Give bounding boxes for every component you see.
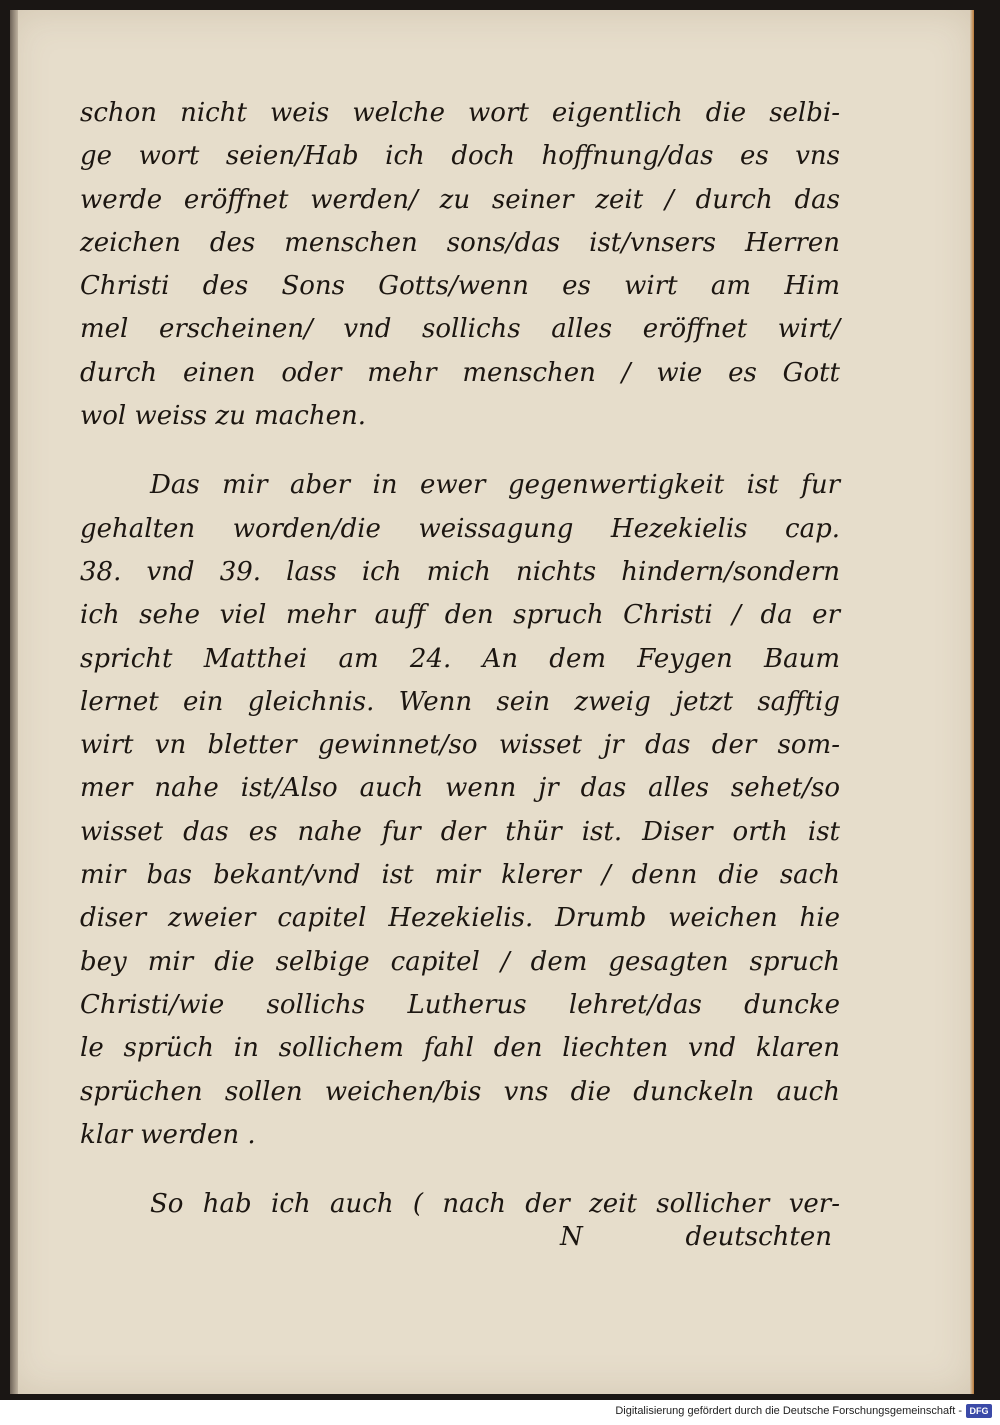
page-text [80, 92, 840, 1226]
text-line: spricht Matthei am 24. An dem Feygen Baum [80, 643, 840, 674]
text-line: mir bas bekant/vnd ist mir klerer / denn die sach [80, 860, 840, 891]
text-line: So hab ich auch ( nach der zeit sollicher ver- [150, 1189, 840, 1220]
signature-mark: N [560, 1222, 583, 1252]
text-line: zeichen des menschen sons/das ist/vnsers Herren [80, 227, 840, 258]
text-line: durch einen oder mehr menschen / wie es Gott [80, 357, 840, 388]
footer-bar [0, 1400, 1000, 1425]
text-line: klar werden . [80, 1119, 256, 1150]
text-line: 38. vnd 39. lass ich mich nichts hindern/sondern [80, 556, 840, 587]
text-line: diser zweier capitel Hezekielis. Drumb weichen hie [80, 903, 840, 934]
bottom-line [80, 1222, 840, 1265]
text-line: wol weiss zu machen. [80, 401, 366, 432]
page-edge-left [10, 10, 18, 1394]
text-line: mer nahe ist/Also auch wenn jr das alles sehet/so [80, 773, 840, 804]
text-line: mel erscheinen/ vnd sollichs alles eröffnet wirt/ [80, 314, 840, 345]
text-line: ich sehe viel mehr auff den spruch Christi / da er [80, 600, 840, 631]
text-line: bey mir die selbige capitel / dem gesagten spruch [80, 946, 840, 977]
text-line: Christi/wie sollichs Lutherus lehret/das duncke [80, 989, 840, 1020]
text-line: ge wort seien/Hab ich doch hoffnung/das es vns [80, 141, 840, 172]
text-line: schon nicht weis welche wort eigentlich die selbi- [80, 98, 840, 128]
text-line: Christi des Sons Gotts/wenn es wirt am Him [80, 271, 840, 302]
funding-notice: Digitalisierung gefördert durch die Deutsche Forschungsgemeinschaft - [615, 1405, 962, 1417]
dfg-logo-icon: DFG [966, 1404, 992, 1418]
text-line: wisset das es nahe fur der thür ist. Diser orth ist [80, 816, 840, 847]
page-edge-right [970, 10, 974, 1394]
text-line: gehalten worden/die weissagung Hezekielis cap. [80, 513, 840, 544]
catchword: deutschten [685, 1222, 832, 1252]
text-line: werde eröffnet werden/ zu seiner zeit / durch das [80, 184, 840, 215]
text-line: wirt vn bletter gewinnet/so wisset jr das der som- [80, 730, 840, 761]
text-line: le sprüch in sollichem fahl den liechten vnd klaren [80, 1033, 840, 1064]
text-line: Das mir aber in ewer gegenwertigkeit ist fur [150, 470, 840, 501]
text-line: lernet ein gleichnis. Wenn sein zweig jetzt safftig [80, 686, 840, 717]
text-line: sprüchen sollen weichen/bis vns die dunckeln auch [80, 1076, 840, 1107]
